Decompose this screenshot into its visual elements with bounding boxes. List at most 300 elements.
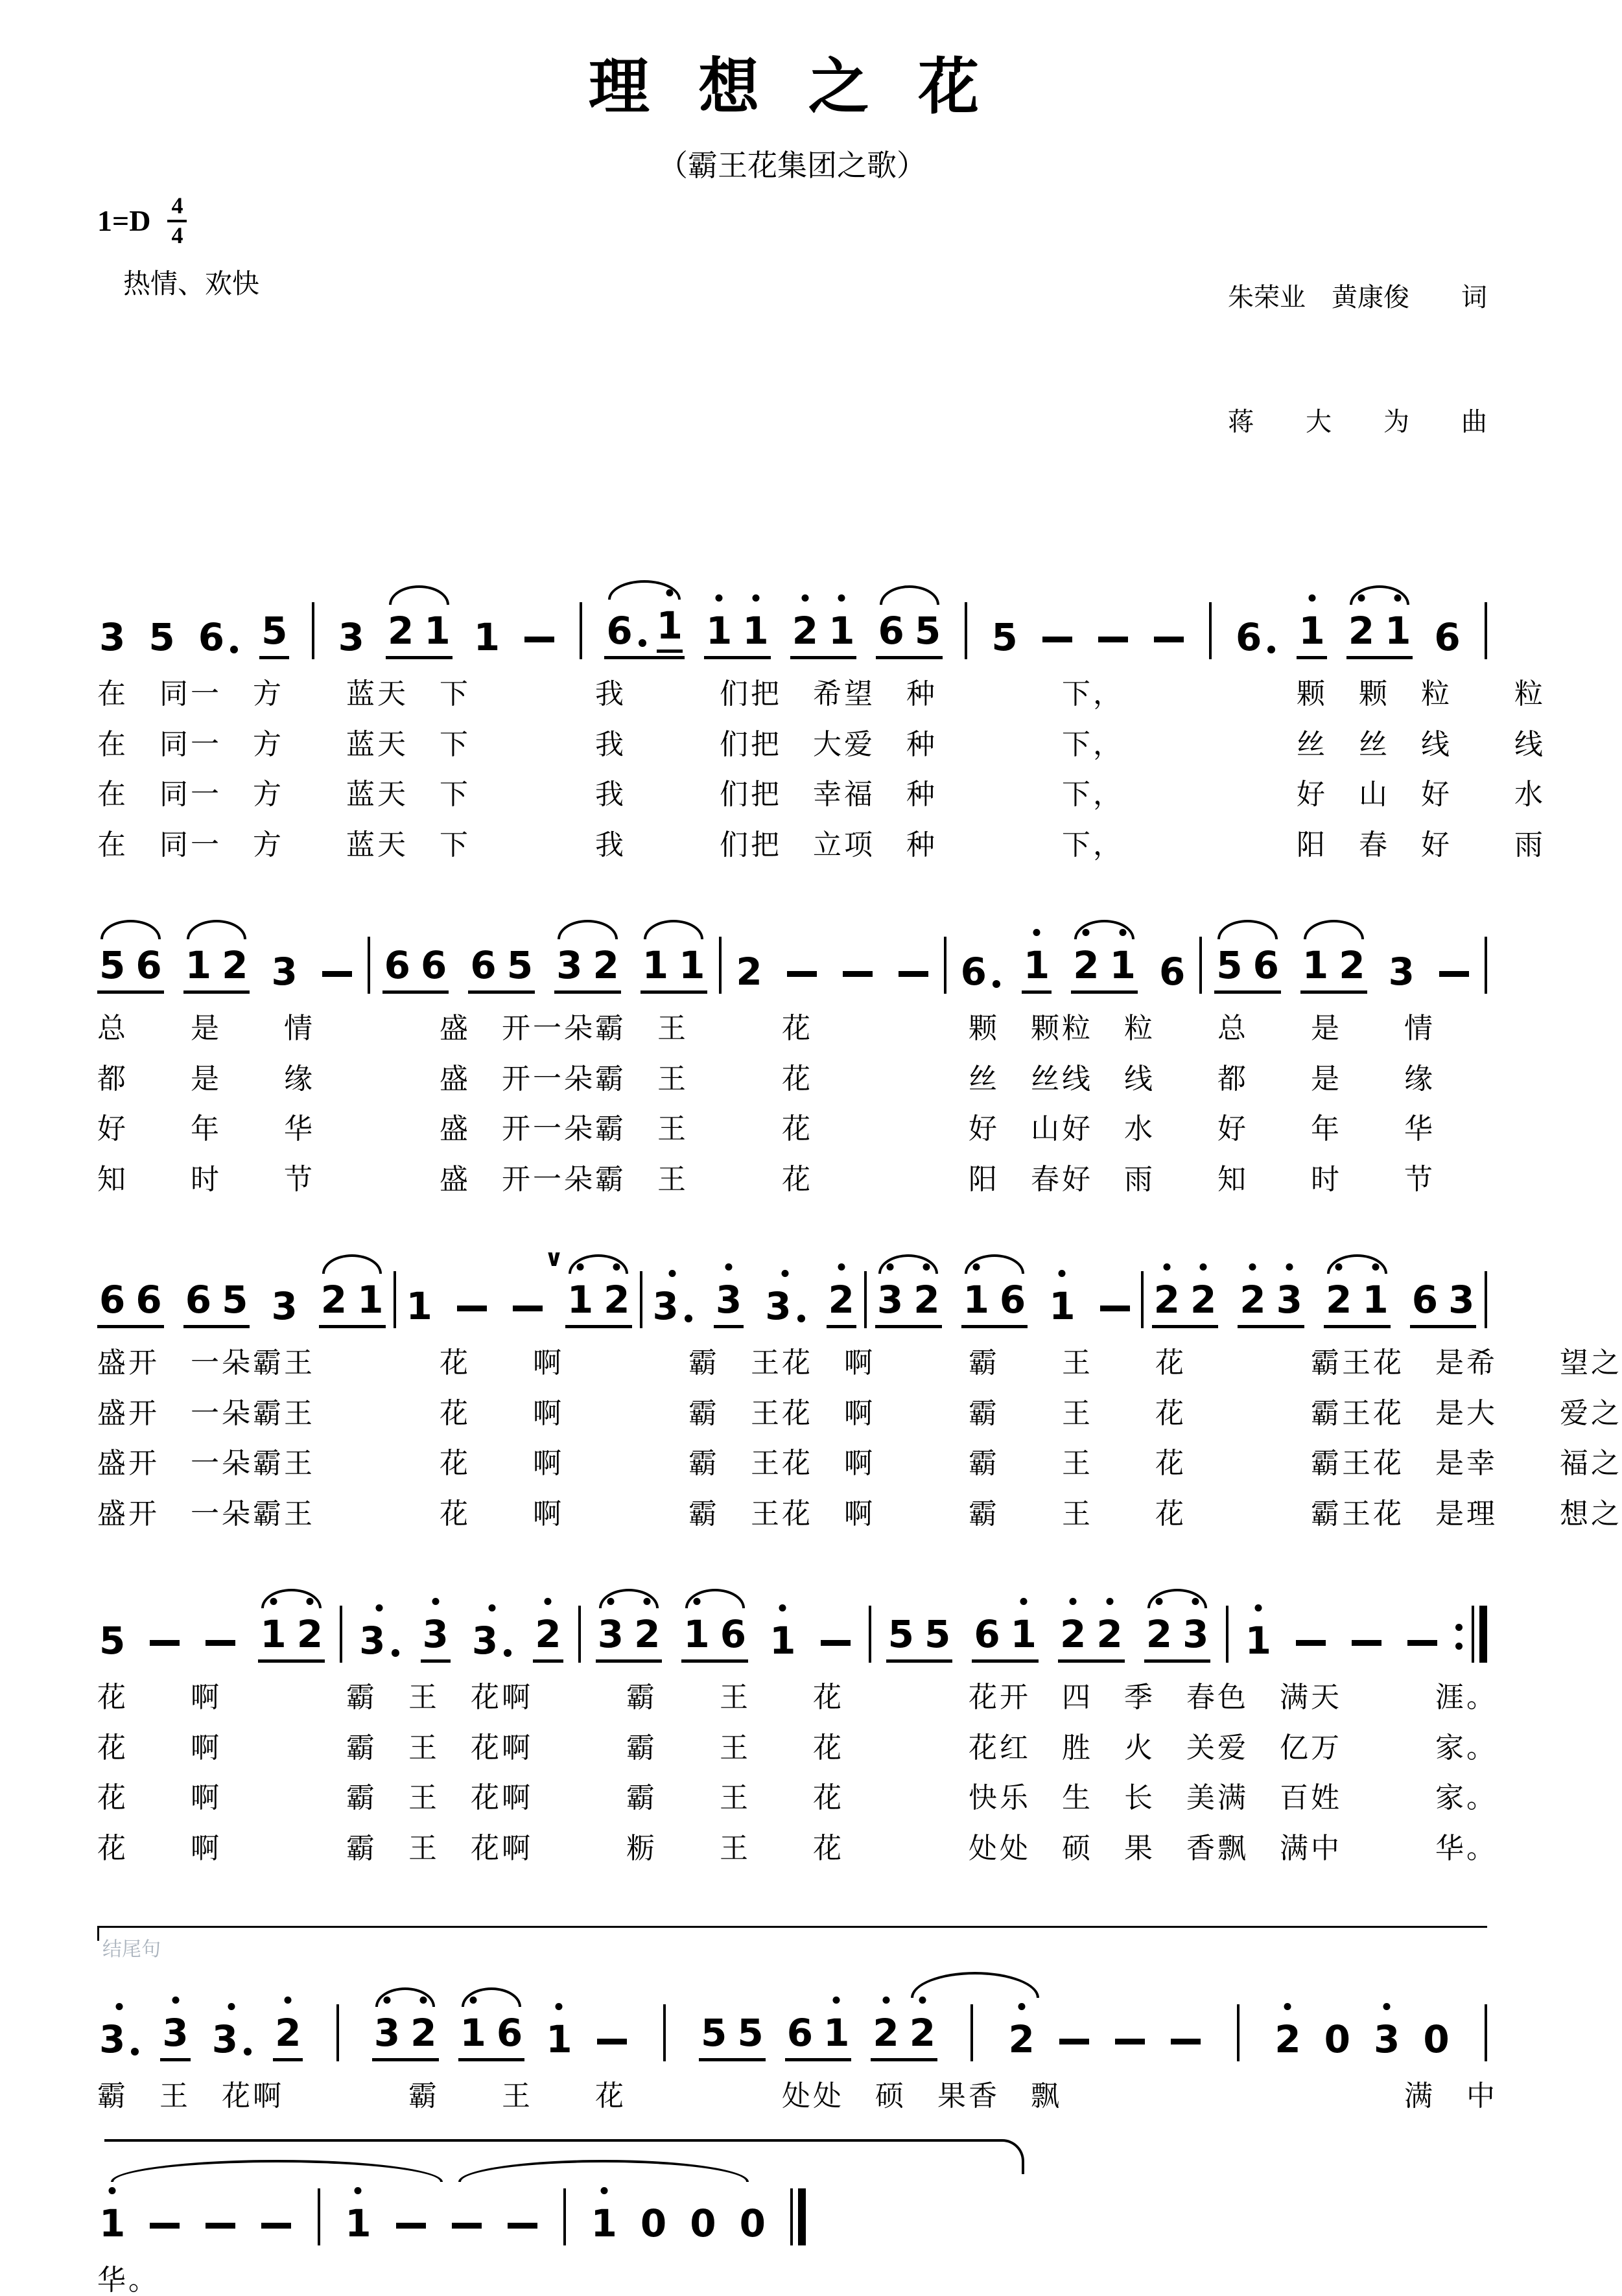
beam-group [319, 971, 355, 994]
beam-group [1058, 1593, 1125, 1663]
augmentation-dot [244, 2048, 252, 2056]
score-meta [97, 194, 1487, 526]
beam-group [1243, 1599, 1273, 1663]
jianpu-note [424, 589, 450, 653]
jianpu-note [1434, 596, 1460, 659]
beam-group [688, 2182, 718, 2245]
jianpu-note [873, 1991, 899, 2055]
barline [970, 2004, 973, 2061]
jianpu-note [888, 1593, 914, 1656]
note-number: 2 [1073, 943, 1099, 988]
note-number: 2 [296, 1612, 323, 1657]
note-number: 3 [359, 1619, 386, 1663]
jianpu-note [1412, 1258, 1438, 1322]
note-number: 2 [1153, 1278, 1180, 1322]
high-octave-dot [115, 2003, 123, 2010]
jianpu-note [185, 1258, 211, 1322]
jianpu-note [99, 1258, 125, 1322]
jianpu-note [1096, 1593, 1122, 1656]
beam-group [886, 1593, 953, 1663]
note-number: 5 [914, 609, 941, 653]
measure [97, 589, 289, 659]
measure [1273, 1998, 1451, 2061]
note-number: 6 [384, 943, 410, 988]
high-octave-dot [556, 2003, 563, 2010]
beam-group [790, 589, 857, 659]
beam-group [650, 1265, 694, 1328]
beam-group [393, 2223, 429, 2245]
note-number: 0 [640, 2201, 667, 2245]
measure [97, 1991, 303, 2061]
jianpu-note [1190, 1258, 1216, 1322]
beam-group [372, 1991, 439, 2061]
beam-group [1324, 1258, 1391, 1328]
melody-line [97, 576, 1487, 659]
beam-group [1214, 924, 1281, 994]
jianpu-note [338, 596, 364, 659]
jianpu-note [1240, 1258, 1265, 1322]
barline [563, 2188, 566, 2245]
jianpu-note [546, 1998, 572, 2061]
barline [719, 937, 722, 994]
barline [336, 2004, 339, 2061]
note-number: 2 [535, 1612, 561, 1657]
dash-hold-mark [1098, 637, 1128, 642]
beam-group [604, 584, 685, 659]
note-number: 3 [1448, 1278, 1475, 1322]
beam-group [989, 596, 1019, 659]
note-number: 2 [873, 2011, 899, 2056]
note-number: 2 [388, 609, 414, 653]
beam-group [510, 1306, 546, 1328]
note-number: 1 [345, 2201, 371, 2245]
note-number: 3 [1276, 1278, 1303, 1322]
note-number: 1 [1302, 943, 1329, 988]
dash-hold-mark [150, 1640, 180, 1646]
note-number: 1 [406, 1284, 432, 1329]
jianpu-note [374, 1991, 400, 2055]
jianpu-note [357, 1258, 383, 1322]
high-octave-dot [1286, 1263, 1293, 1271]
note-number: 2 [1240, 1278, 1266, 1322]
jianpu-note [787, 1991, 813, 2055]
high-octave-dot [887, 1263, 894, 1271]
beam-group [533, 1593, 563, 1663]
dash-hold-mark [513, 1306, 543, 1311]
note-number: 0 [1324, 2017, 1350, 2062]
barline [1485, 937, 1487, 994]
high-octave-dot [607, 1598, 614, 1605]
note-number: 1 [567, 1278, 594, 1322]
dash-hold-mark [1042, 637, 1072, 642]
jianpu-note [1276, 1258, 1302, 1322]
music-system [97, 1245, 1622, 1530]
beam-group [1007, 1998, 1037, 2061]
lyrics-row: 花 啊 霸 王 花啊 霸 王 花 花红 胜 火 关爱 亿万 家。 [97, 1731, 1498, 1764]
note-number: 1 [99, 2201, 126, 2245]
measure [97, 1258, 386, 1328]
jianpu-note [701, 1991, 727, 2055]
barline [340, 1606, 342, 1663]
jianpu-note [297, 1593, 323, 1656]
ending-section-label: 结尾句 [102, 1939, 161, 1961]
music-system [97, 2162, 1487, 2296]
note-number: 3 [765, 1284, 792, 1329]
beam-group [1300, 924, 1367, 994]
note-number: 1 [770, 1619, 796, 1663]
music-system [97, 1978, 1498, 2113]
dash-hold-mark [1296, 1640, 1326, 1646]
note-number: 1 [473, 615, 500, 659]
jianpu-note [606, 589, 646, 653]
note-number: 3 [652, 1284, 679, 1329]
jianpu-note [913, 1258, 939, 1322]
beam-group [1436, 971, 1472, 994]
high-octave-dot [1033, 929, 1040, 936]
high-octave-dot [838, 594, 845, 602]
high-octave-dot [644, 1598, 651, 1605]
barline [1237, 2004, 1240, 2061]
jianpu-note [961, 930, 1000, 994]
high-octave-dot [1083, 929, 1090, 936]
measure [734, 930, 931, 994]
jianpu-note [99, 596, 125, 659]
barline [790, 2188, 793, 2245]
beam-group [784, 971, 820, 994]
high-octave-dot [1394, 594, 1402, 602]
note-number: 2 [828, 1278, 854, 1322]
note-number: 5 [261, 609, 288, 653]
note-number: 5 [924, 1612, 951, 1657]
jianpu-note [406, 1265, 432, 1328]
jianpu-note [742, 589, 768, 653]
beam-group [1293, 1640, 1329, 1663]
measure [97, 924, 355, 994]
beam-group [210, 1998, 253, 2061]
jianpu-note [737, 1991, 763, 2055]
jianpu-note [716, 1258, 742, 1322]
note-number: 5 [887, 1612, 914, 1657]
dash-hold-mark [1439, 971, 1469, 977]
jianpu-note [765, 1265, 805, 1328]
barline [580, 602, 582, 659]
jianpu-note [974, 1593, 1000, 1656]
augmentation-dot [685, 1315, 692, 1322]
jianpu-note [1302, 924, 1328, 987]
jianpu-note [910, 1991, 935, 2055]
note-number: 1 [260, 1612, 287, 1657]
rest-note [1324, 1998, 1350, 2061]
jianpu-note [1024, 924, 1050, 987]
jianpu-note [212, 1998, 252, 2061]
note-number: 3 [271, 950, 298, 994]
dash-hold-mark [1407, 1640, 1437, 1646]
beam-group [259, 589, 289, 659]
high-octave-dot [838, 1263, 845, 1271]
beam-group [97, 1258, 164, 1328]
jianpu-note [1073, 924, 1099, 987]
barline [944, 937, 946, 994]
jianpu-note [829, 589, 854, 653]
note-number: 1 [656, 603, 683, 648]
song-title: 理 想 之 花 [588, 54, 996, 121]
barline [1209, 602, 1212, 659]
note-number: 1 [683, 1612, 710, 1657]
jianpu-note [720, 1593, 746, 1656]
high-octave-dot [1070, 1598, 1077, 1605]
beam-group [1234, 596, 1277, 659]
lyrics-row: 在 同一 方 蓝天 下 我 们把 大爱 种 下， 丝 丝 线 线 [97, 728, 1546, 760]
note-number: 1 [591, 2201, 617, 2245]
lyrics-row: 花 啊 霸 王 花啊 霸 王 花 快乐 生 长 美满 百姓 家。 [97, 1782, 1498, 1814]
barline [1226, 1606, 1228, 1663]
rest-note [1423, 1998, 1449, 2061]
beam-group [1039, 637, 1075, 659]
beam-group [961, 1258, 1028, 1328]
note-number: 3 [715, 1278, 742, 1322]
high-octave-dot [1254, 1604, 1262, 1611]
barline [394, 1271, 396, 1328]
note-number: 6 [99, 1278, 126, 1322]
jianpu-note [1110, 924, 1136, 987]
high-octave-dot [109, 2187, 116, 2194]
beam-group [470, 1599, 513, 1663]
barline [1141, 1271, 1144, 1328]
jianpu-note [1448, 1258, 1474, 1322]
note-number: 3 [1373, 2017, 1400, 2062]
note-number: 2 [1096, 1612, 1123, 1657]
beam-group [1404, 1640, 1440, 1663]
jianpu-note [963, 1258, 989, 1322]
high-octave-dot [1059, 1270, 1066, 1277]
note-number: 2 [1339, 943, 1365, 988]
lyrics-row: 在 同一 方 蓝天 下 我 们把 幸福 种 下， 好 山 好 水 [97, 779, 1546, 811]
note-number: 3 [1388, 950, 1415, 994]
beam-group [827, 1258, 856, 1328]
augmentation-dot [993, 980, 1000, 988]
jianpu-note [423, 1593, 449, 1656]
measure [875, 1258, 1133, 1328]
jianpu-note [99, 924, 125, 987]
note-number: 3 [99, 2017, 126, 2062]
jianpu-note [1182, 1593, 1208, 1656]
high-octave-dot [752, 594, 759, 602]
augmentation-dot [131, 2048, 139, 2056]
music-system [97, 576, 1546, 861]
measure [97, 1593, 325, 1663]
jianpu-note [1326, 1258, 1352, 1322]
note-number: 5 [99, 943, 126, 988]
barline [368, 937, 370, 994]
high-octave-dot [1335, 1263, 1343, 1271]
jianpu-note [275, 1991, 301, 2055]
jianpu-note [535, 1593, 561, 1656]
jianpu-note [679, 924, 705, 987]
note-number: 1 [1245, 1619, 1271, 1663]
jianpu-note [470, 924, 496, 987]
measure [596, 1593, 854, 1663]
beam-group [554, 924, 621, 994]
note-number: 1 [742, 609, 769, 653]
jianpu-note [683, 1593, 709, 1656]
measure [604, 584, 943, 659]
note-number: 5 [148, 615, 175, 659]
beam-group [1151, 637, 1187, 659]
note-number: 6 [198, 615, 225, 659]
beam-group [1238, 1258, 1304, 1328]
jianpu-note [556, 924, 582, 987]
jianpu-note [99, 1998, 139, 2061]
note-number: 1 [642, 943, 669, 988]
beam-group [147, 596, 176, 659]
beam-group [1144, 1593, 1211, 1663]
beam-group [704, 589, 771, 659]
beam-group [1097, 1306, 1133, 1328]
high-octave-dot [613, 1263, 620, 1271]
beam-group [768, 1599, 797, 1663]
high-octave-dot [972, 1263, 980, 1271]
beam-group [871, 1991, 937, 2061]
jianpu-note [657, 584, 683, 653]
beam-group [504, 2223, 541, 2245]
jianpu-note [460, 1991, 486, 2055]
high-octave-dot [882, 1997, 889, 2004]
jianpu-note [1362, 1258, 1388, 1322]
dash-hold-mark [597, 2039, 627, 2044]
dash-hold-mark [1059, 2039, 1089, 2044]
measure [589, 2182, 768, 2245]
jianpu-note [135, 924, 161, 987]
beam-group [97, 1599, 127, 1663]
jianpu-note [1339, 924, 1365, 987]
jianpu-note [261, 589, 287, 653]
high-octave-dot [1163, 1263, 1170, 1271]
note-number: 6 [1252, 943, 1279, 988]
high-octave-dot [1284, 2003, 1291, 2010]
high-octave-dot [1106, 1598, 1113, 1605]
high-octave-dot [420, 1997, 427, 2004]
barline [1472, 1606, 1474, 1663]
jianpu-note [1146, 1593, 1172, 1656]
dash-hold-mark [206, 2223, 235, 2229]
jianpu-note [1275, 1998, 1300, 2061]
beam-group [1346, 589, 1413, 659]
note-number: 5 [700, 2011, 727, 2056]
beam-group [160, 1991, 190, 2061]
jianpu-note [321, 1258, 347, 1322]
note-number: 6 [999, 1278, 1026, 1322]
note-number: 1 [1385, 609, 1411, 653]
note-number: 3 [471, 1619, 499, 1663]
lyrics-row: 总 是 情 盛 开一朵霸 王 花 颗 颗粒 粒 总 是 情 [97, 1013, 1435, 1045]
dash-hold-mark [1154, 637, 1184, 642]
beam-group [472, 596, 502, 659]
note-number: 1 [823, 2011, 850, 2056]
barline [312, 602, 314, 659]
beam-group [714, 1258, 744, 1328]
barline [1485, 2004, 1487, 2061]
note-number: 6 [720, 1612, 747, 1657]
dash-hold-mark [322, 971, 352, 977]
beam-group [1322, 1998, 1352, 2061]
note-number: 6 [1159, 950, 1186, 994]
dash-hold-mark [396, 2223, 426, 2229]
note-number: 6 [421, 943, 447, 988]
jianpu-note [410, 1991, 436, 2055]
beam-group [273, 1991, 303, 2061]
jianpu-note [593, 924, 618, 987]
jianpu-note [706, 589, 732, 653]
note-number: 5 [222, 1278, 248, 1322]
melody-wrap [97, 911, 1487, 994]
high-octave-dot [781, 1270, 788, 1277]
jianpu-note [829, 1258, 854, 1322]
high-octave-dot [1155, 1598, 1162, 1605]
beam-group [1112, 2039, 1148, 2061]
note-number: 2 [275, 2011, 301, 2056]
jianpu-note [497, 1991, 523, 2055]
beam-group [639, 2182, 668, 2245]
beam-group [1056, 2039, 1092, 2061]
repeat-dots [1455, 1624, 1463, 1650]
high-octave-dot [716, 594, 723, 602]
jianpu-note [271, 1265, 297, 1328]
note-number: 1 [706, 609, 733, 653]
augmentation-dot [392, 1649, 399, 1657]
measure [357, 1593, 563, 1663]
beam-group [895, 971, 932, 994]
barline-thick [798, 2188, 806, 2245]
beam-group [468, 924, 535, 994]
time-signature-denominator: 4 [171, 222, 183, 248]
measure [404, 1245, 631, 1329]
beam-group [183, 924, 250, 994]
high-octave-dot [172, 1997, 179, 2004]
time-signature [167, 194, 187, 248]
note-number: 2 [604, 1278, 630, 1322]
measure [336, 589, 558, 659]
jianpu-note [591, 2182, 617, 2245]
beam-group [269, 1265, 299, 1328]
note-number: 5 [99, 1619, 126, 1663]
beam-group [875, 1258, 942, 1328]
measure [1152, 1258, 1477, 1328]
barline [1485, 1271, 1487, 1328]
jianpu-note [1385, 589, 1411, 653]
beam-group [336, 596, 366, 659]
high-octave-dot [576, 1263, 583, 1271]
note-number: 6 [606, 609, 633, 653]
barline [1199, 937, 1202, 994]
jianpu-note [345, 2182, 371, 2245]
lyrics-row: 盛开 一朵霸王 花 啊 霸 王花 啊 霸 王 花 霸王花 是理 想之 [97, 1497, 1622, 1530]
beam-group [386, 589, 453, 659]
breath-mark: ∨ [544, 1245, 564, 1272]
lyrics-row: 都 是 缘 盛 开一朵霸 王 花 丝 丝线 线 都 是 缘 [97, 1062, 1435, 1095]
note-number: 3 [422, 1612, 449, 1657]
jianpu-note [507, 924, 533, 987]
note-number: 2 [1060, 1612, 1087, 1657]
beam-group [738, 2182, 768, 2245]
credits-block [1228, 194, 1487, 526]
note-number: 1 [1023, 943, 1050, 988]
note-number: 1 [1010, 1612, 1037, 1657]
barline [640, 1271, 642, 1328]
dash-hold-mark [508, 2223, 537, 2229]
high-octave-dot [1249, 1263, 1256, 1271]
high-octave-dot [1308, 594, 1315, 602]
note-number: 2 [736, 950, 762, 994]
